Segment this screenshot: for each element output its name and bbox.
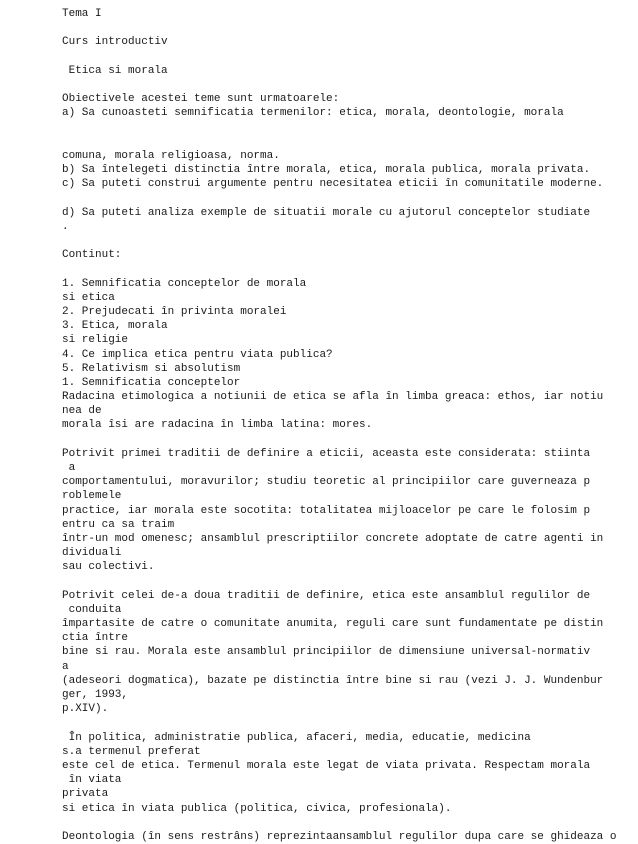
blank-line — [62, 50, 632, 64]
text-line: ctia între — [62, 632, 129, 645]
blank-line — [62, 78, 632, 92]
text-line: a — [62, 660, 69, 673]
text-line: ger, 1993, — [62, 689, 129, 701]
text-line: 2. Prejudecati în privinta moralei — [62, 305, 287, 318]
text-line: roblemele — [62, 490, 122, 503]
text-line: d) Sa puteti analiza exemple de situatii morale cu ajutorul conceptelor studiate — [62, 206, 591, 219]
text-line: p.XIV). — [62, 703, 109, 716]
text-line: conduita — [62, 603, 122, 616]
text-line: si religie — [62, 334, 129, 347]
text-line: a) Sa cunoasteti semnificatia termenilor: etica, morala, deontologie, morala — [62, 107, 564, 120]
text-line: morala îsi are radacina în limba latina: mores. — [62, 419, 373, 432]
text-line: si etica — [62, 291, 115, 304]
text-line: 1. Semnificatia conceptelor de morala — [62, 277, 307, 290]
text-line: Tema I — [62, 8, 102, 20]
text-line: dividuali — [62, 547, 122, 560]
text-line: sau colectivi. — [62, 561, 155, 574]
blank-line — [62, 121, 632, 135]
blank-line — [62, 21, 632, 35]
text-line: 3. Etica, morala — [62, 320, 168, 333]
text-line: Curs introductiv — [62, 36, 168, 49]
document-body — [62, 7, 632, 844]
text-line: s.a termenul preferat — [62, 745, 201, 758]
text-line: nea de — [62, 405, 102, 418]
text-line: . — [62, 220, 69, 233]
text-line: c) Sa puteti construi argumente pentru necesitatea eticii în comunitatile moderne. — [62, 178, 604, 191]
text-line: Deontologia (în sens restrâns) reprezintaansamblul regulilor dupa care se ghideaza o — [62, 830, 617, 843]
blank-line — [62, 816, 632, 830]
blank-line — [62, 262, 632, 276]
text-line: Etica si morala — [62, 64, 168, 77]
text-line: b) Sa întelegeti distinctia între morala, etica, morala publica, morala privata. — [62, 164, 591, 177]
text-line: în viata — [62, 774, 122, 787]
text-line: comuna, morala religioasa, norma. — [62, 149, 280, 162]
text-line: bine si rau. Morala este ansamblul principiilor de dimensiune universal-normativ — [62, 646, 591, 659]
blank-line — [62, 575, 632, 589]
text-line: Continut: — [62, 249, 122, 262]
text-line: 4. Ce implica etica pentru viata publica? — [62, 348, 333, 361]
text-line: este cel de etica. Termenul morala este legat de viata privata. Respectam morala — [62, 759, 591, 772]
text-line: Radacina etimologica a notiunii de etica se afla în limba greaca: ethos, iar notiu — [62, 391, 604, 404]
text-line: într-un mod omenesc; ansamblul prescriptiilor concrete adoptate de catre agenti in — [62, 532, 604, 545]
text-line: entru ca sa traim — [62, 518, 175, 531]
text-line: împartasite de catre o comunitate anumita, reguli care sunt fundamentate pe distin — [62, 618, 604, 631]
text-line: si etica în viata publica (politica, civica, profesionala). — [62, 802, 452, 815]
text-line: 5. Relativism si absolutism — [62, 362, 241, 375]
text-line: practice, iar morala este socotita: totalitatea mijloacelor pe care le folosim p — [62, 504, 591, 517]
blank-line — [62, 433, 632, 447]
blank-line — [62, 716, 632, 730]
text-line: privata — [62, 788, 109, 801]
blank-line — [62, 191, 632, 205]
text-line: (adeseori dogmatica), bazate pe distinctia între bine si rau (vezi J. J. Wundenbur — [62, 674, 604, 687]
text-line: comportamentului, moravurilor; studiu teoretic al principiilor care guverneaza p — [62, 476, 591, 489]
blank-line — [62, 135, 632, 149]
text-line: Potrivit celei de-a doua traditii de definire, etica este ansamblul regulilor de — [62, 589, 591, 602]
text-line: În politica, administratie publica, afaceri, media, educatie, medicina — [62, 731, 531, 744]
text-line: 1. Semnificatia conceptelor — [62, 376, 241, 389]
blank-line — [62, 234, 632, 248]
text-line: Potrivit primei traditii de definire a eticii, aceasta este considerata: stiinta — [62, 447, 591, 460]
text-line: a — [62, 462, 76, 474]
text-line: Obiectivele acestei teme sunt urmatoarele: — [62, 93, 340, 106]
